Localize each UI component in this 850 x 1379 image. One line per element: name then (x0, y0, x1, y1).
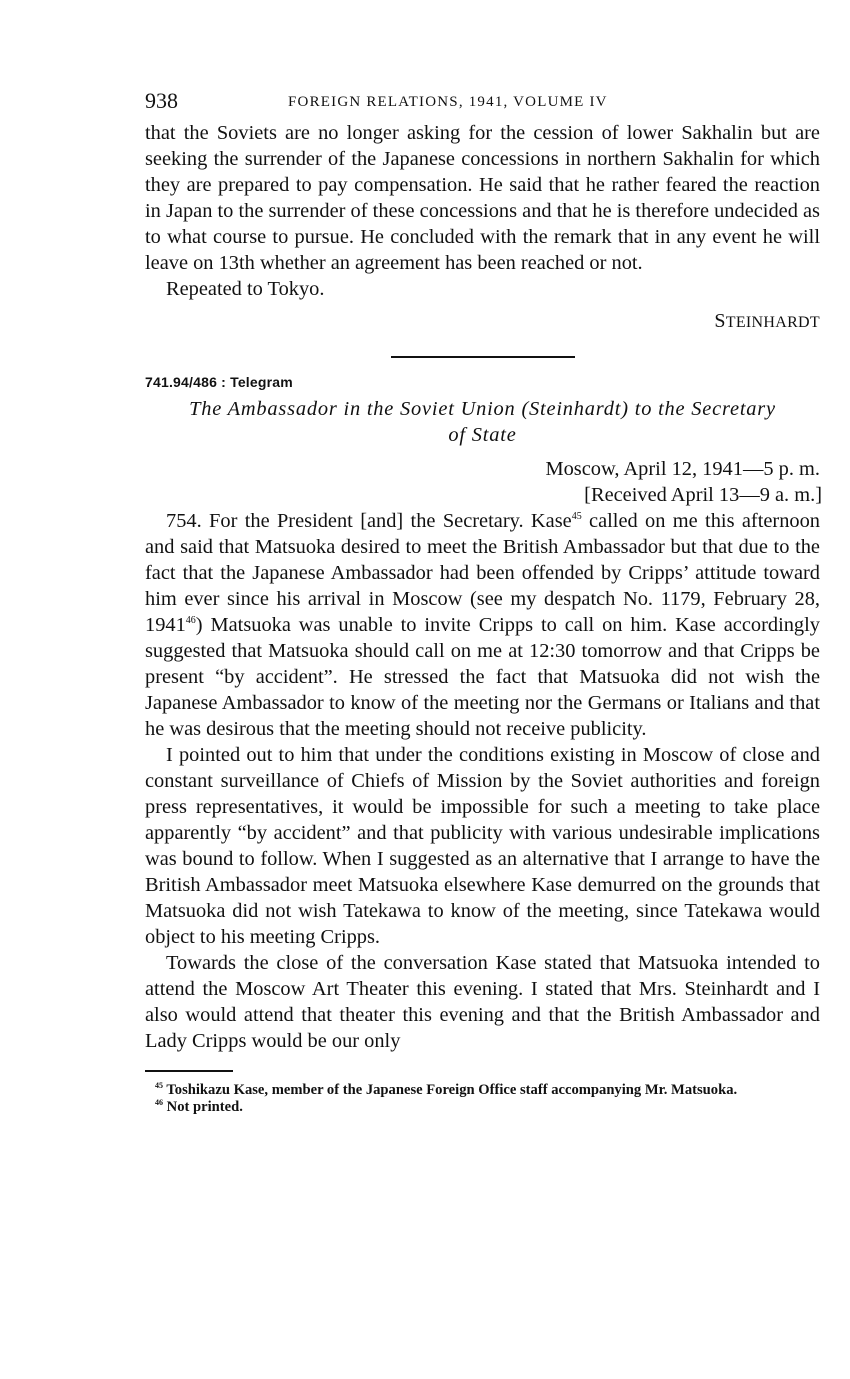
file-reference: 741.94/486 : Telegram (145, 374, 293, 390)
footnote-ref-45: 45 (571, 511, 582, 523)
footnote-46 (145, 1099, 820, 1116)
page-number: 938 (145, 88, 178, 113)
p1-part-b: called on me this afternoon and said that Matsuoka desired to meet the British Ambassador but that due to the fact that the Japanese Ambassador had been offended by Cripps’ attitude toward him ever since his arrival in Moscow (see my despatch No. 1179, February 28, 1941 (145, 510, 820, 636)
footnote-45 (145, 1082, 820, 1099)
heading-line-1: The Ambassador in the Soviet Union (Steinhardt) to the Secretary (189, 398, 776, 420)
running-title: FOREIGN RELATIONS, 1941, VOLUME IV (288, 94, 608, 110)
repeated-note: Repeated to Tokyo. (166, 278, 325, 300)
signature-rest: TEINHARDT (725, 314, 820, 331)
footnote-45-number: 45 (155, 1081, 163, 1091)
p1-part-a: 754. For the President [and] the Secretary. Kase (166, 510, 572, 532)
signature (145, 308, 820, 336)
running-header (145, 88, 820, 118)
dateline: Moscow, April 12, 1941—5 p. m. (545, 458, 820, 480)
footnote-45-text: Toshikazu Kase, member of the Japanese Foreign Office staff accompanying Mr. Matsuoka. (166, 1082, 738, 1098)
signature-initial: S (714, 310, 726, 332)
dateline-block (145, 456, 820, 508)
received-line: [Received April 13—9 a. m.] (584, 484, 822, 506)
footnote-ref-46: 46 (185, 615, 196, 627)
telegram-paragraph-1 (145, 508, 820, 742)
p1-part-c: ) Matsuoka was unable to invite Cripps to call on him. Kase accordingly suggested that Matsuoka should call on me at 12:30 tomorrow and that Cripps be present “by accident”. He stressed the fact that Matsuoka did not wish the Japanese Ambassador to know of the meeting nor the Germans or Italians and that he was desirous that the meeting should not receive publicity. (145, 614, 820, 740)
continued-paragraph: that the Soviets are no longer asking for the cession of lower Sakhalin but are seeking the surrender of the Japanese concessions in northern Sakhalin for which they are prepared to pay compensation. He said that he rather feared the reaction in Japan to the surrender of these concessions and that he is therefore undecided as to what course to pursue. He concluded with the remark that in any event he will leave on 13th whether an agreement has been reached or not. (145, 122, 820, 274)
telegram-paragraph-2: I pointed out to him that under the conditions existing in Moscow of close and constant surveillance of Chiefs of Mission by the Soviet authorities and foreign press representatives, it would be impossible for such a meeting to take place apparently “by accident” and that publicity with various undesirable implications was bound to follow. When I suggested as an alternative that I arrange to have the British Ambassador meet Matsuoka elsewhere Kase demurred on the grounds that Matsuoka did not wish Tatekawa to know of the meeting, since Tatekawa would object to his meeting Cripps. (145, 744, 820, 948)
document-page (145, 88, 820, 1116)
footnotes (145, 1082, 820, 1116)
telegram-paragraph-3: Towards the close of the conversation Kase stated that Matsuoka intended to attend the Moscow Art Theater this evening. I stated that Mrs. Steinhardt and I also would attend that theater this evening and that the British Ambassador and Lady Cripps would be our only (145, 952, 820, 1052)
footnote-46-number: 46 (155, 1098, 163, 1108)
footnote-divider (145, 1070, 233, 1072)
section-divider (391, 356, 575, 358)
document-heading (145, 396, 820, 448)
heading-line-2: of State (448, 424, 517, 446)
footnote-46-text: Not printed. (166, 1099, 243, 1115)
